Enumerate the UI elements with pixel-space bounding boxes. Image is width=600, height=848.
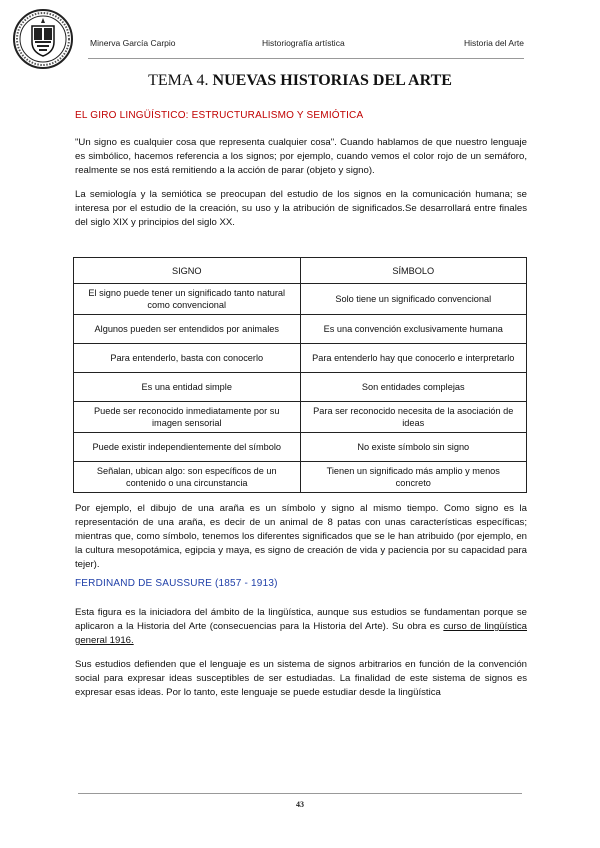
- table-header-signo: SIGNO: [74, 258, 301, 284]
- table-cell: Señalan, ubican algo: son específicos de un contenido o una circunstancia: [74, 462, 301, 493]
- table-cell: Tienen un significado más amplio y menos concreto: [300, 462, 527, 493]
- table-row: [74, 315, 527, 344]
- paragraph-saussure-intro: [75, 606, 527, 648]
- table-cell: Algunos pueden ser entendidos por animales: [74, 315, 301, 344]
- table-cell: Para entenderlo hay que conocerlo e interpretarlo: [300, 344, 527, 373]
- section-heading-saussure: [75, 578, 278, 589]
- header-course: Historiografía artística: [262, 38, 345, 48]
- table-row: [74, 284, 527, 315]
- saussure-dates: (1857 - 1913): [214, 578, 278, 589]
- title-prefix: TEMA 4.: [148, 72, 213, 89]
- saussure-intro-text: Esta figura es la iniciadora del ámbito de la lingüística, aunque sus estudios se fundamentan porque se aplicaron a la Historia del Arte (consecuencias para la Historia del Arte). Su obra es: [75, 607, 527, 632]
- paragraph-signo-definition: "Un signo es cualquier cosa que representa cualquier cosa". Cuando hablamos de que nuestro lenguaje es simbólico, hacemos referencia a los signos; por ejemplo, cuando vemos el color rojo de un semáforo, realmente se nos está remitiendo a la acción de parar (objeto y signo).: [75, 137, 527, 176]
- page-number: 43: [296, 800, 304, 809]
- table-cell: El signo puede tener un significado tanto natural como convencional: [74, 284, 301, 315]
- table-cell: Para entenderlo, basta con conocerlo: [74, 344, 301, 373]
- table-header-simbolo: SÍMBOLO: [300, 258, 527, 284]
- table-cell: Puede existir independientemente del símbolo: [74, 433, 301, 462]
- university-seal-logo: [12, 8, 74, 70]
- table-cell: Son entidades complejas: [300, 373, 527, 402]
- table-row: [74, 402, 527, 433]
- header-subject: Historia del Arte: [464, 38, 524, 48]
- paragraph-arana-example: Por ejemplo, el dibujo de una araña es un símbolo y signo al mismo tiempo. Como signo es la representación de una araña, es decir de un animal de 8 patas con unas características específicas; mientras que, como símbolo, tenemos los diferentes significados que se le han atribuido (por ejemplo, en la cultura mesopotámica, egipcia y maya, es signo de creación de vida y paciencia por su capacidad para tejer).: [75, 503, 527, 570]
- table-cell: Solo tiene un significado convencional: [300, 284, 527, 315]
- saussure-book-title: curso de lingüística general 1916.: [75, 621, 528, 646]
- section-heading-giro-linguistico: EL GIRO LINGÜÍSTICO: ESTRUCTURALISMO Y SEMIÓTICA: [75, 110, 364, 121]
- footer-divider: [78, 793, 522, 794]
- page-title: [0, 72, 600, 90]
- table-cell: Es una convención exclusivamente humana: [300, 315, 527, 344]
- title-main: NUEVAS HISTORIAS DEL ARTE: [212, 72, 452, 89]
- table-cell: Para ser reconocido necesita de la asociación de ideas: [300, 402, 527, 433]
- paragraph-semiologia: La semiología y la semiótica se preocupan del estudio de los signos en la comunicación humana; se interesa por el estudio de la creación, su uso y la atribución de significados.Se desarrollará entre finales del siglo XIX y principios del siglo XX.: [75, 189, 527, 228]
- saussure-name: FERDINAND DE SAUSSURE: [75, 578, 215, 589]
- header-author: Minerva García Carpio: [90, 38, 176, 48]
- table-row: [74, 462, 527, 493]
- table-header-row: [74, 258, 527, 284]
- signo-simbolo-table: [73, 257, 527, 493]
- table-cell: Es una entidad simple: [74, 373, 301, 402]
- header-divider: [88, 58, 524, 59]
- table-cell: No existe símbolo sin signo: [300, 433, 527, 462]
- table-row: [74, 373, 527, 402]
- table-row: [74, 433, 527, 462]
- table-row: [74, 344, 527, 373]
- paragraph-saussure-studies: Sus estudios defienden que el lenguaje es un sistema de signos arbitrarios en función de la convención social para expresar ideas susceptibles de ser estudiadas. La finalidad de este sistema de signos es expresar esas ideas. Por lo tanto, este lenguaje se puede estudiar desde la lingüística: [75, 659, 527, 698]
- table-cell: Puede ser reconocido inmediatamente por su imagen sensorial: [74, 402, 301, 433]
